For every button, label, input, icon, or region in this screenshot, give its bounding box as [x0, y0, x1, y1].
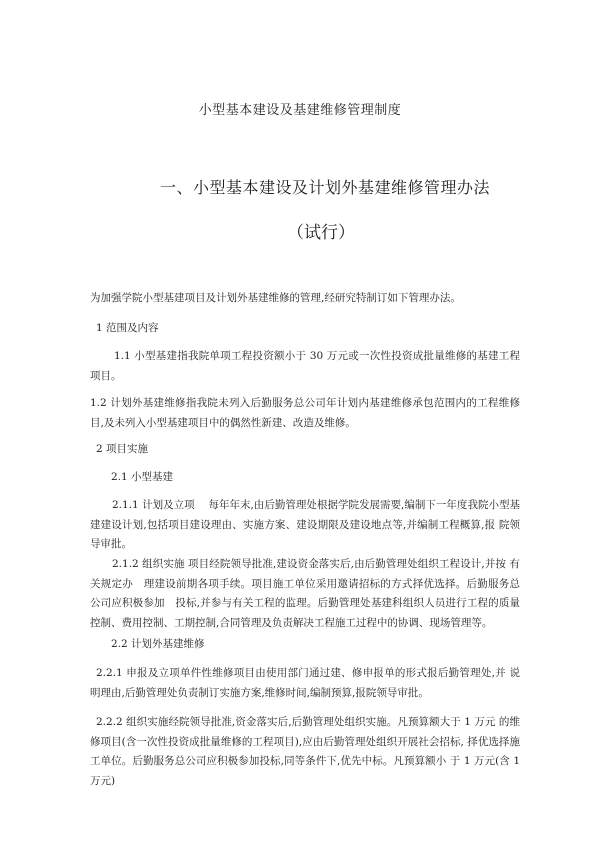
section-1-heading: 1 范围及内容 — [96, 322, 159, 334]
section-heading: 一、小型基本建设及计划外基建维修管理办法 — [159, 178, 490, 197]
trial-note: （试行） — [287, 223, 355, 243]
section-2-heading: 2 项目实施 — [96, 443, 149, 455]
clause-2-1-2: 2.1.2 组织实施 项目经院领导批准,建设资金落实后,由后勤管理处组织工程设计,并按 有关规定办 理建设前期各项手续。项目施工单位采用邀请招标的方式择优选择。后勤服务总 公司应积极参加 投标,并参与有关工程的监理。后勤管理处基建科组织人员进行工程的质量 控制、费用控制、工期控制,合同管理及负责解决工程施工过程中的协调、现场管理等。 — [90, 558, 520, 629]
clause-2-1-1: 2.1.1 计划及立项 每年年末,由后勤管理处根据学院发展需要,编制下一年度我院小型基建建设计划,包括项目建设理由、实施方案、建设期限及建设地点等,并编制工程概算,报 院领导审批。 — [90, 499, 520, 550]
clause-2-2-2: 2.2.2 组织实施经院领导批准,资金落实后,后勤管理处组织实施。凡预算额大于 1 万元 的维修项目(含一次性投资成批量维修的工程项目),应由后勤管理处组织开展社会招标, 择优选择施工单位。后勤服务总公司应积极参加投标,同等条件下,优先中标。凡预算额小 于 1 万元(含 1 万元) — [90, 716, 520, 787]
subsection-2-2-heading: 2.2 计划外基建维修 — [111, 638, 205, 650]
intro-paragraph: 为加强学院小型基建项目及计划外基建维修的管理,经研究特制订如下管理办法。 — [90, 292, 461, 304]
clause-2-2-1: 2.2.1 申报及立项单件性维修项目由使用部门通过建、修申报单的形式报后勤管理处,并 说明理由,后勤管理处负责制订实施方案,维修时间,编制预算,报院领导审批。 — [90, 667, 520, 699]
clause-1-1: 1.1 小型基建指我院单项工程投资额小于 30 万元或一次性投资成批量维修的基建工程项目。 — [90, 350, 520, 382]
document-title: 小型基本建设及基建维修管理制度 — [198, 103, 402, 118]
subsection-2-1-heading: 2.1 小型基建 — [111, 471, 174, 483]
clause-1-2: 1.2 计划外基建维修指我院未列入后勤服务总公司年计划内基建维修承包范围内的工程维修目,及未列入小型基建项目中的偶然性新建、改造及维修。 — [90, 397, 520, 429]
